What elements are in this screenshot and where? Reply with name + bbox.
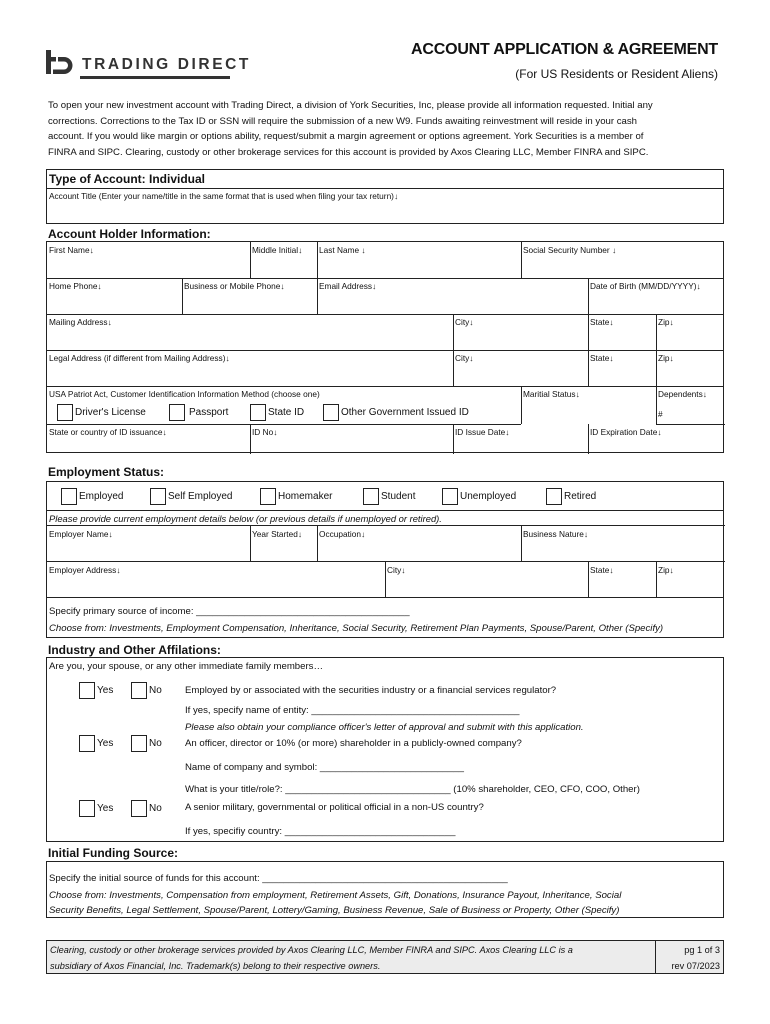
q2-text: An officer, director or 10% (or more) shareholder in a publicly-owned company? [185, 738, 522, 749]
mailing-address-field[interactable]: Mailing Address↓ [49, 317, 112, 327]
unemployed-checkbox[interactable] [442, 488, 458, 505]
funding-choices-line2: Security Benefits, Legal Settlement, Spouse/Parent, Lottery/Gaming, Business Revenue, Sale of Business or Property, Other (Specify) [49, 905, 620, 916]
mailing-city-field[interactable]: City↓ [455, 317, 474, 327]
industry-heading: Industry and Other Affilations: [48, 643, 221, 657]
mailing-state-field[interactable]: State↓ [590, 317, 614, 327]
account-type-heading: Type of Account: Individual [49, 172, 205, 186]
employer-city-field[interactable]: City↓ [387, 565, 406, 575]
employer-state-field[interactable]: State↓ [590, 565, 614, 575]
drivers-license-checkbox[interactable] [57, 404, 73, 421]
page-title: ACCOUNT APPLICATION & AGREEMENT [411, 41, 718, 58]
intro-paragraph [48, 98, 724, 160]
footer-line: Clearing, custody or other brokerage services provided by Axos Clearing LLC, Member FINRA and SIPC. Axos Clearing LLC is a [50, 945, 573, 955]
employer-zip-field[interactable]: Zip↓ [658, 565, 674, 575]
footer-disclaimer [50, 943, 650, 974]
footer-divider [655, 940, 656, 974]
mailing-zip-field[interactable]: Zip↓ [658, 317, 674, 327]
year-started-field[interactable]: Year Started↓ [252, 529, 302, 539]
legal-city-field[interactable]: City↓ [455, 353, 474, 363]
state-id-label: State ID [268, 407, 305, 419]
intro-line: FINRA and SIPC. Clearing, custody or other brokerage services for this account is provided by Axos Clearing LLC, Member FINRA and SIPC. [48, 146, 649, 158]
q1-yes-label: Yes [97, 685, 114, 697]
home-phone-field[interactable]: Home Phone↓ [49, 281, 102, 291]
id-issue-date-field[interactable]: ID Issue Date↓ [455, 427, 510, 437]
account-type-box [46, 169, 724, 224]
homemaker-checkbox[interactable] [260, 488, 276, 505]
q2-company-field[interactable]: Name of company and symbol: ___________________________ [185, 762, 464, 773]
q2-no-checkbox[interactable] [131, 735, 147, 752]
q2-title-field[interactable]: What is your title/role?: _______________________________ (10% shareholder, CEO, CFO, COO, Other) [185, 784, 640, 795]
id-expiration-field[interactable]: ID Expiration Date↓ [590, 427, 662, 437]
q3-no-label: No [149, 803, 162, 815]
self-employed-label: Self Employed [168, 491, 233, 503]
income-source-choices: Choose from: Investments, Employment Compensation, Inheritance, Social Security, Retirement Plan Payments, Spouse/Parent, Other (Specify) [49, 623, 664, 634]
occupation-field[interactable]: Occupation↓ [319, 529, 366, 539]
ssn-field[interactable]: Social Security Number ↓ [523, 245, 617, 255]
student-checkbox[interactable] [363, 488, 379, 505]
drivers-license-label: Driver's License [75, 407, 146, 419]
business-phone-field[interactable]: Business or Mobile Phone↓ [184, 281, 285, 291]
retired-label: Retired [564, 491, 597, 503]
funding-box [46, 861, 724, 918]
homemaker-label: Homemaker [278, 491, 333, 503]
income-source-field[interactable]: Specify primary source of income: ________________________________________ [49, 606, 410, 617]
passport-label: Passport [189, 407, 229, 419]
dependents-field[interactable]: Dependents↓ [658, 389, 707, 399]
marital-status-field[interactable]: Maritial Status↓ [523, 389, 580, 399]
last-name-field[interactable]: Last Name ↓ [319, 245, 366, 255]
passport-checkbox[interactable] [169, 404, 185, 421]
funding-heading: Initial Funding Source: [48, 846, 178, 860]
q3-text: A senior military, governmental or political official in a non-US country? [185, 802, 484, 813]
q1-no-label: No [149, 685, 162, 697]
first-name-field[interactable]: First Name↓ [49, 245, 94, 255]
employer-address-field[interactable]: Employer Address↓ [49, 565, 121, 575]
self-employed-checkbox[interactable] [150, 488, 166, 505]
footer-line: subsidiary of Axos Financial, Inc. Trademark(s) belong to their respective owners. [50, 960, 381, 971]
q2-yes-checkbox[interactable] [79, 735, 95, 752]
q3-country-field[interactable]: If yes, specifiy country: ________________________________ [185, 826, 456, 837]
trading-direct-logo-icon [44, 48, 74, 78]
middle-initial-field[interactable]: Middle Initial↓ [252, 245, 303, 255]
holder-heading: Account Holder Information: [48, 227, 211, 241]
employer-name-field[interactable]: Employer Name↓ [49, 529, 113, 539]
legal-address-field[interactable]: Legal Address (if different from Mailing Address)↓ [49, 353, 230, 363]
q1-text: Employed by or associated with the securities industry or a financial services regulator? [185, 685, 557, 696]
dependents-hash: # [658, 409, 663, 419]
q2-yes-label: Yes [97, 738, 114, 750]
other-gov-id-checkbox[interactable] [323, 404, 339, 421]
q1-yes-checkbox[interactable] [79, 682, 95, 699]
page-number: pg 1 of 3 [684, 945, 720, 955]
account-title-field[interactable]: Account Title (Enter your name/title in the same format that is used when filing your tax return)↓ [49, 191, 399, 201]
retired-checkbox[interactable] [546, 488, 562, 505]
intro-line: To open your new investment account with Trading Direct, a division of York Securities, Inc, please provide all information requested. Initial any [48, 100, 653, 111]
footer-page-info [671, 943, 720, 974]
q3-yes-label: Yes [97, 803, 114, 815]
unemployed-label: Unemployed [460, 491, 517, 503]
q3-yes-checkbox[interactable] [79, 800, 95, 817]
employment-table [46, 481, 724, 638]
employment-heading: Employment Status: [48, 465, 165, 479]
page-subtitle: (For US Residents or Resident Aliens) [515, 67, 718, 81]
logo-underline [80, 76, 230, 79]
business-nature-field[interactable]: Business Nature↓ [523, 529, 589, 539]
legal-zip-field[interactable]: Zip↓ [658, 353, 674, 363]
holder-table [46, 241, 724, 453]
student-label: Student [381, 491, 416, 503]
funding-source-field[interactable]: Specify the initial source of funds for this account: ______________________________________________ [49, 873, 508, 884]
email-field[interactable]: Email Address↓ [319, 281, 377, 291]
q1-note: Please also obtain your compliance officer's letter of approval and submit with this application. [185, 722, 584, 733]
id-number-field[interactable]: ID No↓ [252, 427, 278, 437]
revision-date: rev 07/2023 [671, 960, 720, 971]
state-id-checkbox[interactable] [250, 404, 266, 421]
employed-checkbox[interactable] [61, 488, 77, 505]
dob-field[interactable]: Date of Birth (MM/DD/YYYY)↓ [590, 281, 701, 291]
intro-line: account. If you would like margin or options ability, request/submit a margin agreement or options agreement. York Securities is a member of [48, 131, 644, 142]
legal-state-field[interactable]: State↓ [590, 353, 614, 363]
industry-question: Are you, your spouse, or any other immediate family members… [49, 661, 324, 672]
id-country-field[interactable]: State or country of ID issuance↓ [49, 427, 167, 437]
funding-choices-line1: Choose from: Investments, Compensation from employment, Retirement Assets, Gift, Donations, Insurance Payout, Inheritance, Social [49, 890, 622, 901]
patriot-act-label: USA Patriot Act, Customer Identification Information Method (choose one) [49, 389, 320, 399]
employed-label: Employed [79, 491, 124, 503]
intro-line: corrections. Corrections to the Tax ID or SSN will require the submission of a new W9. Funds awaiting reinvestment will reside in your cash [48, 115, 638, 127]
industry-box [46, 657, 724, 842]
logo-text: TRADING DIRECT [82, 56, 252, 73]
employment-instruction: Please provide current employment details below (or previous details if unemployed or retired). [49, 513, 442, 524]
other-gov-id-label: Other Government Issued ID [341, 407, 469, 419]
q2-no-label: No [149, 738, 162, 750]
q1-no-checkbox[interactable] [131, 682, 147, 699]
q3-no-checkbox[interactable] [131, 800, 147, 817]
q1-entity-field[interactable]: If yes, specify name of entity: _______________________________________ [185, 705, 520, 716]
